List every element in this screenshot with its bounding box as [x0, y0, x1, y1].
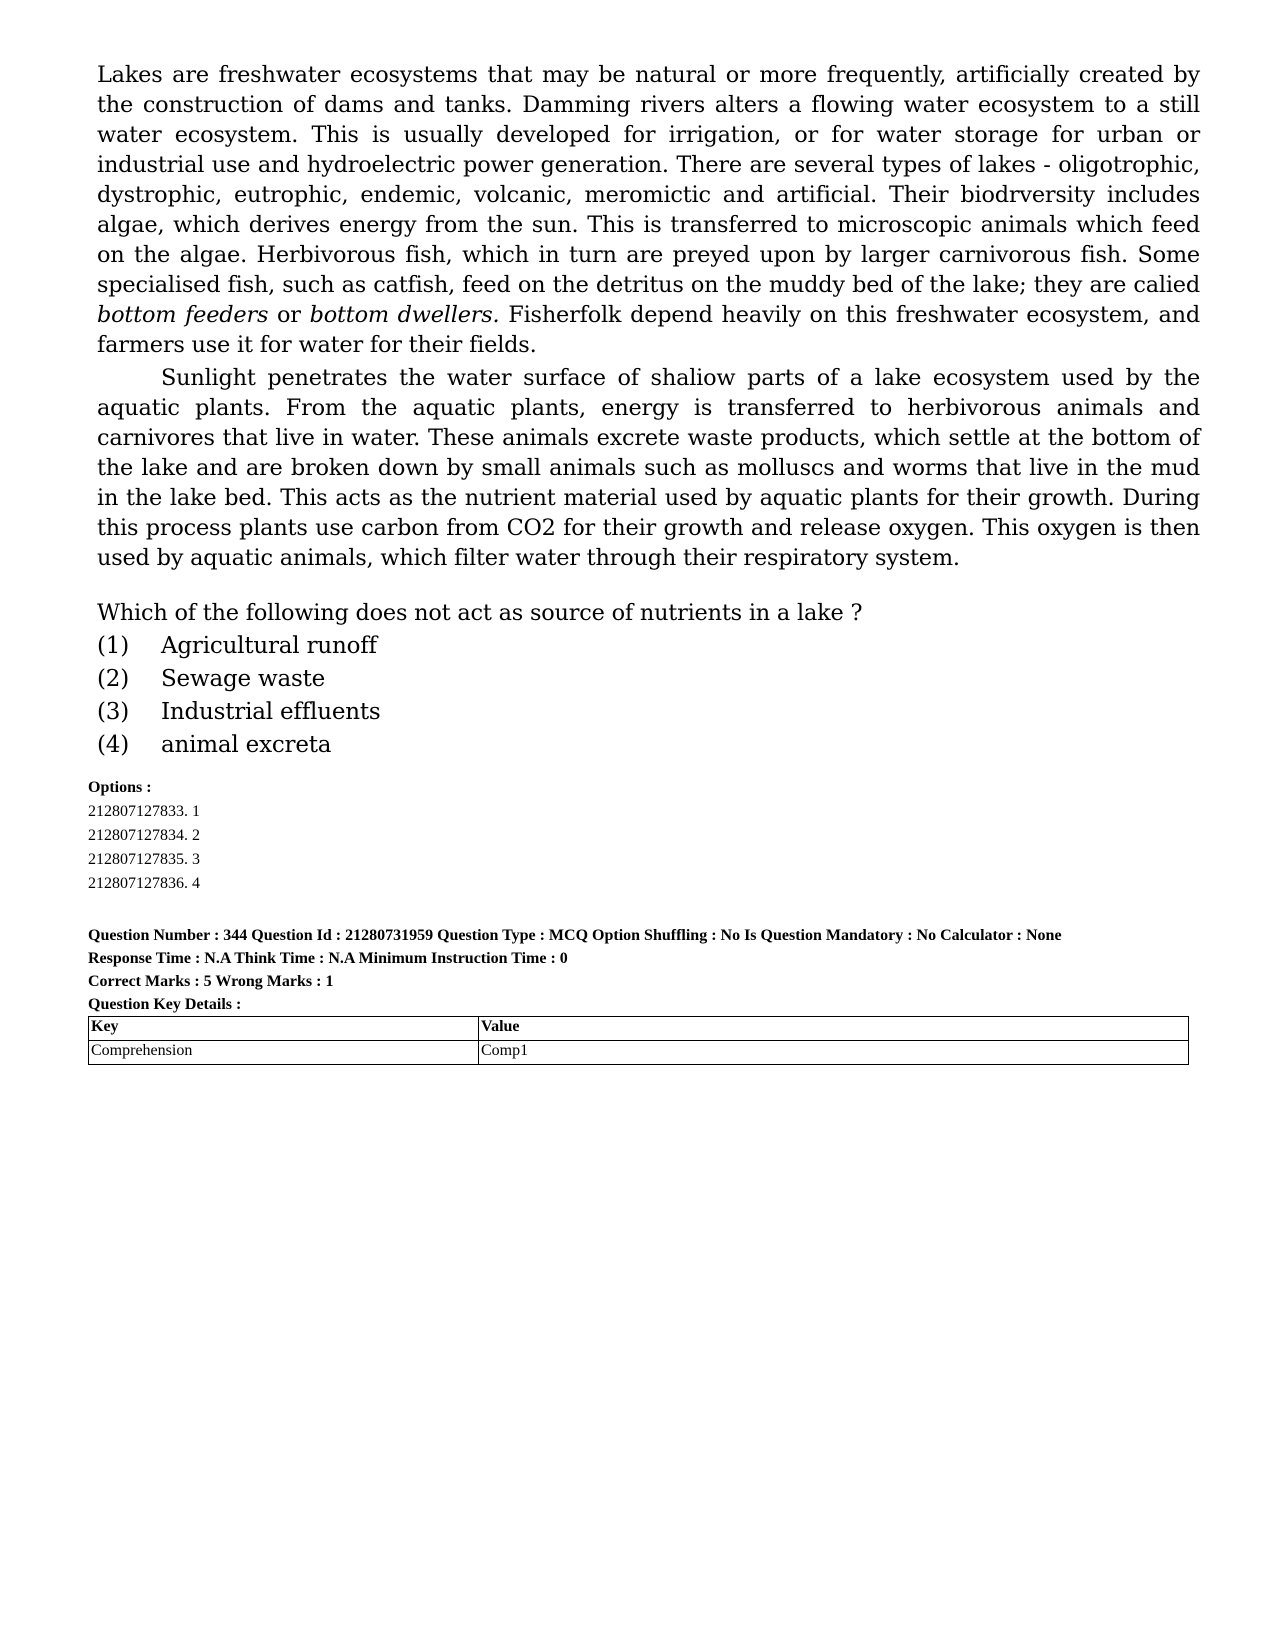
choice-text: Industrial effluents — [161, 699, 381, 725]
question-block — [97, 596, 1200, 762]
choice-1 — [97, 630, 1200, 663]
italic-term: bottom feeders — [97, 302, 269, 328]
question-info-line: Question Number : 344 Question Id : 21280731959 Question Type : MCQ Option Shuffling : No Is Question Mandatory : No Calculator : None — [88, 927, 1062, 944]
table-cell-key: Comprehension — [89, 1041, 479, 1065]
marks-info-line: Correct Marks : 5 Wrong Marks : 1 — [88, 973, 334, 990]
choice-number: (3) — [97, 699, 129, 725]
passage-text: or — [268, 302, 310, 328]
timing-info-line: Response Time : N.A Think Time : N.A Minimum Instruction Time : 0 — [88, 950, 568, 967]
options-heading: Options : — [88, 779, 152, 796]
choice-number: (2) — [97, 666, 129, 692]
choice-text: Sewage waste — [161, 666, 326, 692]
table-header-row — [89, 1017, 1189, 1041]
comprehension-passage — [97, 60, 1200, 573]
choice-3 — [97, 696, 1200, 729]
option-id: 212807127835. 3 — [88, 851, 200, 868]
table-header-value: Value — [479, 1017, 1189, 1041]
key-details-heading: Question Key Details : — [88, 996, 242, 1013]
choice-number: (1) — [97, 633, 129, 659]
passage-paragraph-1 — [97, 60, 1200, 360]
option-id: 212807127834. 2 — [88, 827, 200, 844]
choice-text: Agricultural runoff — [161, 633, 377, 659]
passage-text: Lakes are freshwater ecosystems that may be natural or more frequently, artificially created by the construction of dams and tanks. Damming rivers alters a flowing water ecosystem to a still water ecosystem. This is usually developed for irrigation, or for water storage for urban or industrial use and hydroelectric power generation. There are several types of lakes - oligotrophic, dystrophic, eutrophic, endemic, volcanic, meromictic and artificial. Their biodrversity includes algae, which derives energy from the sun. This is transferred to microscopic animals which feed on the algae. Herbivorous fish, which in turn are preyed upon by larger carnivorous fish. Some specialised fish, such as catfish, feed on the detritus on the muddy bed of the lake; they are calied — [97, 62, 1200, 298]
table-row — [89, 1041, 1189, 1065]
passage-paragraph-2: Sunlight penetrates the water surface of shaliow parts of a lake ecosystem used by the aquatic plants. From the aquatic plants, energy is transferred to herbivorous animals and carnivores that live in water. These animals excrete waste products, which settle at the bottom of the lake and are broken down by small animals such as molluscs and worms that live in the mud in the lake bed. This acts as the nutrient material used by aquatic plants for their growth. During this process plants use carbon from CO2 for their growth and release oxygen. This oxygen is then used by aquatic animals, which filter water through their respiratory system. — [97, 365, 1200, 571]
option-id: 212807127833. 1 — [88, 803, 200, 820]
choice-2 — [97, 663, 1200, 696]
question-text: Which of the following does not act as source of nutrients in a lake ? — [97, 600, 863, 626]
option-id: 212807127836. 4 — [88, 875, 200, 892]
passage-text: Fisherfolk depend heavily on this freshwater ecosystem, and farmers use it for water for their fields. — [97, 302, 1200, 358]
table-cell-value: Comp1 — [479, 1041, 1189, 1065]
question-details — [88, 924, 1188, 1016]
table-header-key: Key — [89, 1017, 479, 1041]
options-list — [88, 776, 1188, 896]
choice-text: animal excreta — [161, 732, 332, 758]
choice-number: (4) — [97, 732, 129, 758]
choice-4 — [97, 729, 1200, 762]
italic-term: bottom dwellers. — [309, 302, 500, 328]
question-key-table — [88, 1016, 1189, 1065]
